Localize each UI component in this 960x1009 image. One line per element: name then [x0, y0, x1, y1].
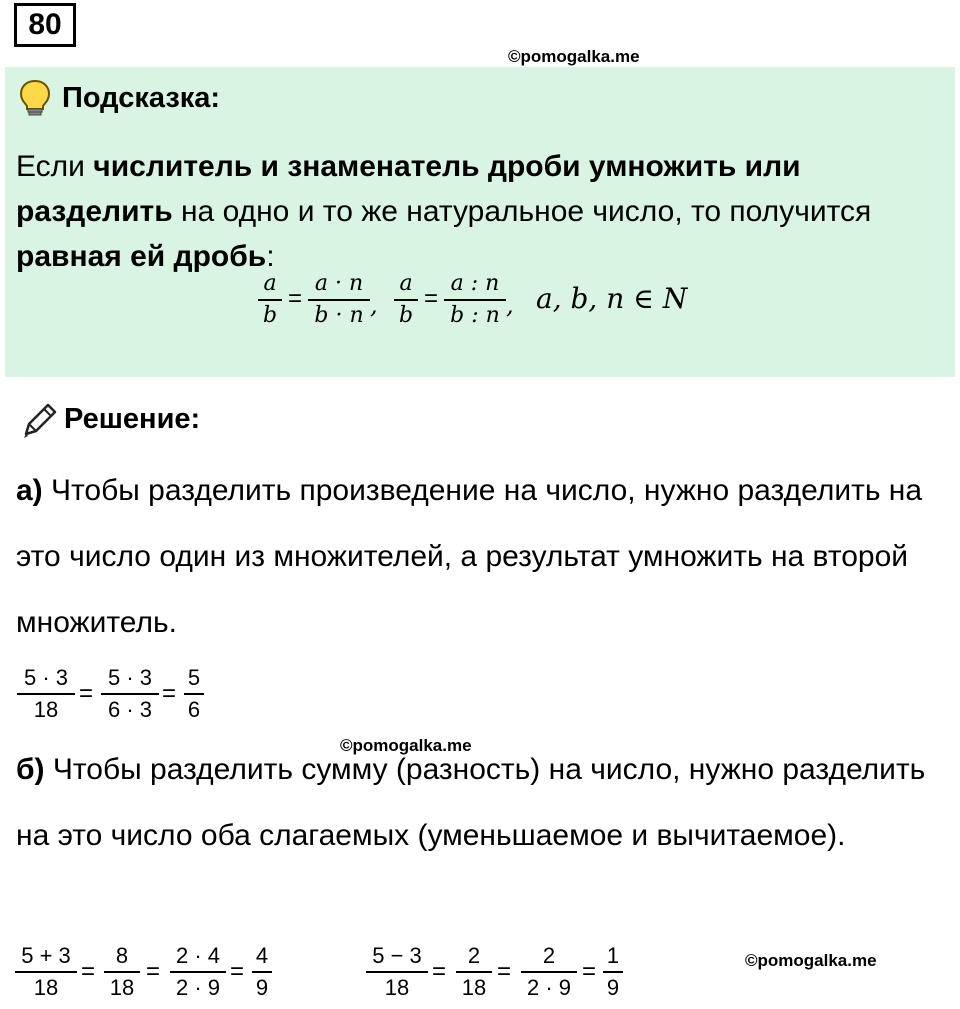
b2-fraction-4: 1 9: [603, 945, 623, 999]
equals-sign: =: [497, 958, 512, 985]
equals-sign: =: [79, 680, 94, 707]
watermark-top: ©pomogalka.me: [508, 47, 640, 66]
a-fraction-1: 5 · 3 18: [17, 667, 75, 721]
hint-title: Подсказка:: [62, 82, 221, 114]
equals-sign: =: [230, 958, 245, 985]
b1-fraction-1: 5 + 3 18: [15, 945, 77, 999]
lightbulb-icon: [18, 79, 52, 117]
equals-sign: =: [81, 958, 96, 985]
b2-fraction-2: 2 18: [456, 945, 492, 999]
hint-fraction-2: a · n b · n: [308, 273, 370, 327]
comma: ,: [506, 291, 514, 319]
a-fraction-2: 5 · 3 6 · 3: [101, 667, 159, 721]
b1-fraction-2: 8 18: [104, 945, 140, 999]
hint-formula-tail: a, b, n ∈ N: [536, 282, 688, 315]
solution-part-b-text: б) Чтобы разделить сумму (разность) на число, нужно разделить на это число оба слагаемых (уменьшаемое и вычитаемое).: [16, 753, 926, 852]
task-number: 80: [14, 3, 76, 47]
equals-sign: =: [424, 285, 439, 312]
a-fraction-3: 5 6: [184, 667, 204, 721]
hint-fraction-4: a : n b : n: [444, 273, 506, 327]
comma: ,: [370, 291, 378, 319]
hint-text: Если числитель и знаменатель дроби умножить или разделить на одно и то же натуральное число, то получится равная ей дробь:: [16, 150, 872, 273]
b2-fraction-1: 5 − 3 18: [366, 945, 428, 999]
equals-sign: =: [432, 958, 447, 985]
equals-sign: =: [582, 958, 597, 985]
equals-sign: =: [146, 958, 161, 985]
equals-sign: =: [162, 680, 177, 707]
solution-part-a-text: а) Чтобы разделить произведение на число, нужно разделить на это число один из множителей, а результат умножить на второй множитель.: [16, 474, 923, 639]
hint-fraction-3: a b: [394, 273, 418, 327]
pencil-icon: [18, 400, 60, 442]
b1-fraction-3: 2 · 4 2 · 9: [170, 945, 226, 999]
hint-fraction-1: a b: [258, 273, 282, 327]
solution-title: Решение:: [64, 403, 201, 435]
b1-fraction-4: 4 9: [252, 945, 272, 999]
equals-sign: =: [288, 285, 303, 312]
b2-fraction-3: 2 2 · 9: [521, 945, 577, 999]
watermark-middle: ©pomogalka.me: [340, 736, 472, 755]
watermark-bottom: ©pomogalka.me: [745, 951, 877, 970]
